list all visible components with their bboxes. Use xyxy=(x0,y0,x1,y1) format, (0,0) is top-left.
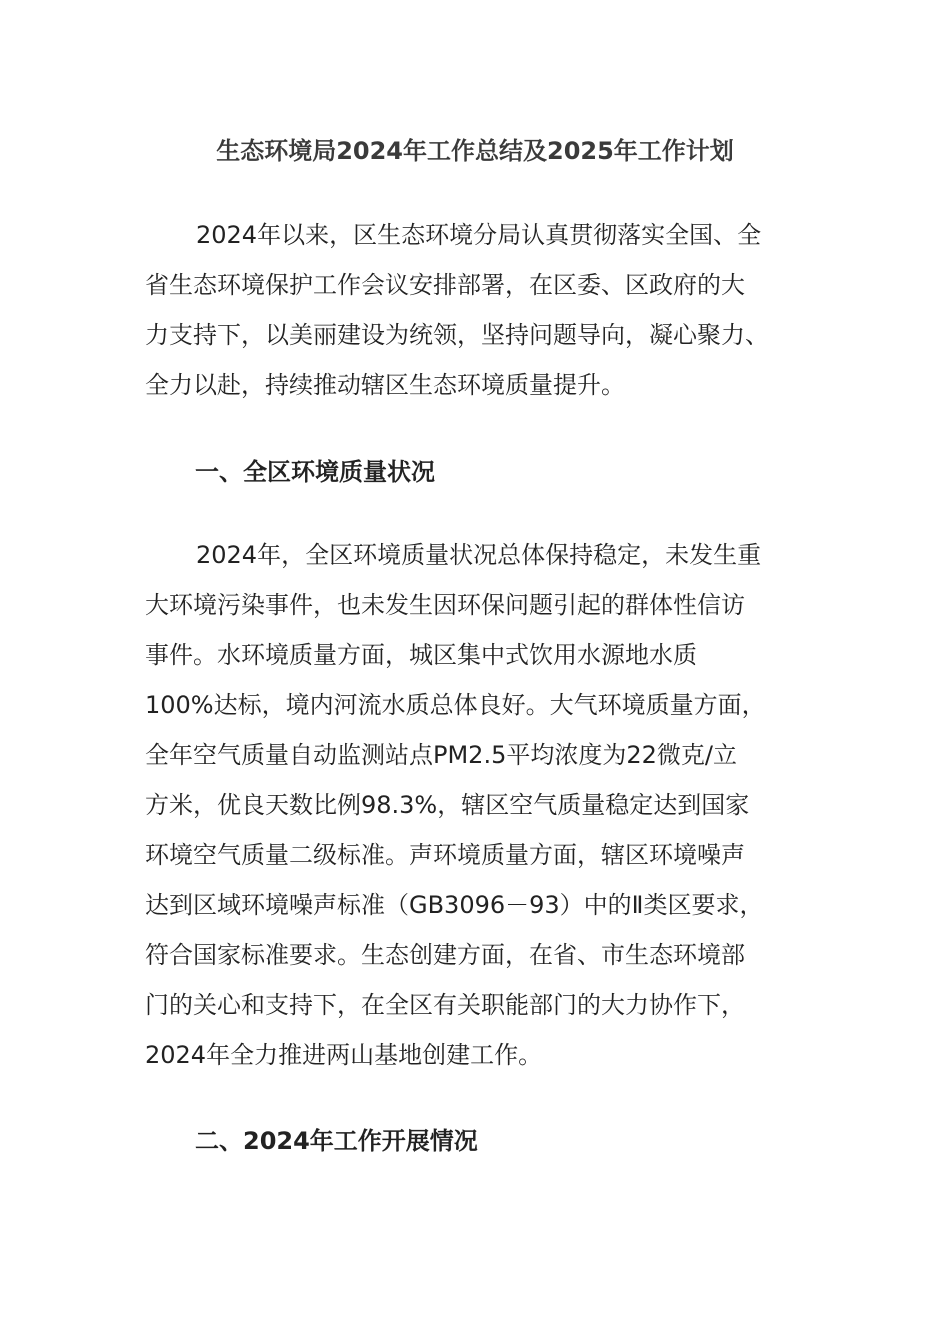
paragraph-line: 门的关心和支持下，在全区有关职能部门的大力协作下， xyxy=(145,991,745,1019)
paragraph-line: 2024年以来，区生态环境分局认真贯彻落实全国、全 xyxy=(196,221,762,249)
paragraph-line: 达到区域环境噪声标准（GB3096－93）中的Ⅱ类区要求， xyxy=(145,891,764,919)
paragraph-line: 力支持下，以美丽建设为统领，坚持问题导向，凝心聚力、 xyxy=(145,321,769,349)
section-heading-1: 一、全区环境质量状况 xyxy=(195,458,435,486)
paragraph-line: 符合国家标准要求。生态创建方面，在省、市生态环境部 xyxy=(145,941,745,969)
paragraph-line: 省生态环境保护工作会议安排部署，在区委、区政府的大 xyxy=(145,271,745,299)
paragraph-line: 2024年全力推进两山基地创建工作。 xyxy=(145,1041,543,1069)
paragraph-line: 事件。水环境质量方面，城区集中式饮用水源地水质 xyxy=(145,641,697,669)
paragraph-line: 2024年，全区环境质量状况总体保持稳定，未发生重 xyxy=(196,541,762,569)
intro-paragraph xyxy=(145,210,769,410)
paragraph-line: 全年空气质量自动监测站点PM2.5平均浓度为22微克/立 xyxy=(145,741,737,769)
paragraph-line: 100%达标，境内河流水质总体良好。大气环境质量方面， xyxy=(145,691,766,719)
paragraph-line: 环境空气质量二级标准。声环境质量方面，辖区环境噪声 xyxy=(145,841,745,869)
paragraph-line: 大环境污染事件，也未发生因环保问题引起的群体性信访 xyxy=(145,591,745,619)
paragraph-line: 方米，优良天数比例98.3%，辖区空气质量稳定达到国家 xyxy=(145,791,750,819)
section-heading-2: 二、2024年工作开展情况 xyxy=(195,1127,478,1155)
section-1-paragraph xyxy=(145,530,766,1080)
document-title: 生态环境局2024年工作总结及2025年工作计划 xyxy=(216,137,734,165)
paragraph-line: 全力以赴，持续推动辖区生态环境质量提升。 xyxy=(145,371,625,399)
